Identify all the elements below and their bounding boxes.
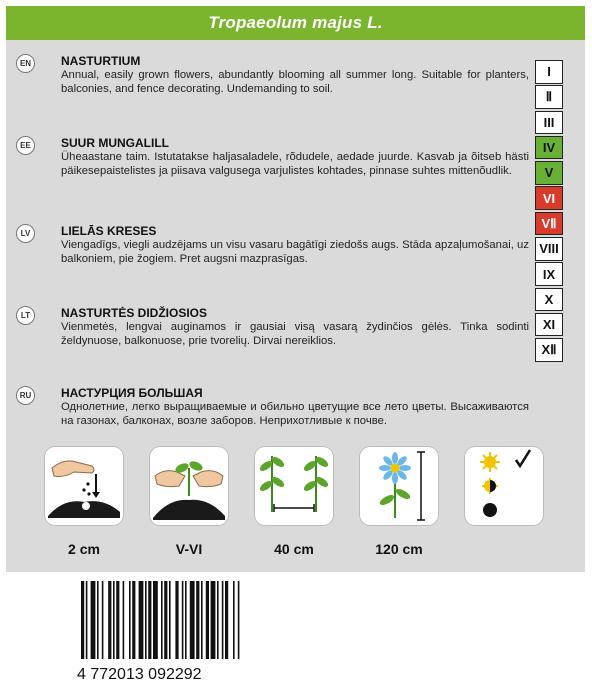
month-cell: VⅡ bbox=[535, 212, 563, 236]
month-cell: Ⅱ bbox=[535, 85, 563, 109]
lang-description: Vienmetės, lengvai auginamos ir gausiai visą vasarą žydinčios gėlės. Tinka sodinti želdynuose, balkonuose, prie tvorelių. Dirvai nereiklios. bbox=[61, 321, 529, 347]
lang-badge: LV bbox=[16, 224, 35, 243]
sowing-depth-label: 2 cm bbox=[68, 541, 100, 557]
sowing-depth-icon bbox=[44, 446, 124, 526]
lang-description: Viengadīgs, viegli audzējams un visu vasaru bagātīgi ziedošs augs. Stāda apzaļumošanai, uz balkoniem, pie žogiem. Pret augsni mazprasīgas. bbox=[61, 239, 529, 265]
growing-info-icons bbox=[44, 446, 544, 566]
lang-description: Üheaastane taim. Istutatakse haljasaladele, rõdudele, aedade juurde. Kasvab ja õitseb hästi päikesepaistelistes ja piisava valgusega varjulistes kohtades, pinnase suhtes mittenõudlik. bbox=[61, 151, 529, 177]
plant-title: Tropaeolum majus L. bbox=[208, 13, 383, 32]
month-cell: X bbox=[535, 288, 563, 312]
plant-height-icon bbox=[359, 446, 439, 526]
month-cell: XⅡ bbox=[535, 338, 563, 362]
month-cell: VI bbox=[535, 186, 563, 210]
month-cell: V bbox=[535, 161, 563, 185]
barcode-image bbox=[77, 581, 293, 665]
plant-spacing-icon bbox=[254, 446, 334, 526]
planting-time-label: V-VI bbox=[175, 541, 203, 557]
lang-description: Annual, easily grown flowers, abundantly blooming all summer long. Suitable for planters, balconies, and fence decorating. Undemanding to soil. bbox=[61, 69, 529, 95]
lang-heading: НАСТУРЦИЯ БОЛЬШАЯ bbox=[61, 386, 203, 400]
month-cell: IV bbox=[535, 136, 563, 160]
lang-section-lt bbox=[16, 306, 529, 366]
lang-section-en bbox=[16, 54, 529, 114]
lang-heading: NASTURTĖS DIDŽIOSIOS bbox=[61, 306, 208, 320]
lang-section-ru bbox=[16, 386, 529, 446]
seed-packet-panel bbox=[6, 6, 585, 572]
month-calendar bbox=[535, 60, 563, 364]
lang-section-lv bbox=[16, 224, 529, 284]
month-cell: VIII bbox=[535, 237, 563, 261]
lang-heading: SUUR MUNGALILL bbox=[61, 136, 169, 150]
month-cell: III bbox=[535, 111, 563, 135]
sun-exposure-icon bbox=[464, 446, 544, 526]
lang-heading: LIELĀS KRESES bbox=[61, 224, 157, 238]
month-cell: XI bbox=[535, 313, 563, 337]
barcode-number: 4 772013 092292 bbox=[77, 666, 202, 683]
month-cell: I bbox=[535, 60, 563, 84]
lang-badge: RU bbox=[16, 386, 35, 405]
month-cell: IX bbox=[535, 262, 563, 286]
lang-badge: EE bbox=[16, 136, 35, 155]
plant-height-label: 120 cm bbox=[375, 541, 423, 557]
lang-badge: LT bbox=[16, 306, 35, 325]
plant-spacing-label: 40 cm bbox=[274, 541, 314, 557]
lang-heading: NASTURTIUM bbox=[61, 54, 141, 68]
title-bar bbox=[6, 6, 585, 40]
lang-badge: EN bbox=[16, 54, 35, 73]
lang-description: Однолетние, легко выращиваемые и обильно цветущие все лето цветы. Высаживаются на газонах, балконах, возле заборов. Неприхотливые к почве. bbox=[61, 401, 529, 427]
planting-time-icon bbox=[149, 446, 229, 526]
lang-section-ee bbox=[16, 136, 529, 206]
